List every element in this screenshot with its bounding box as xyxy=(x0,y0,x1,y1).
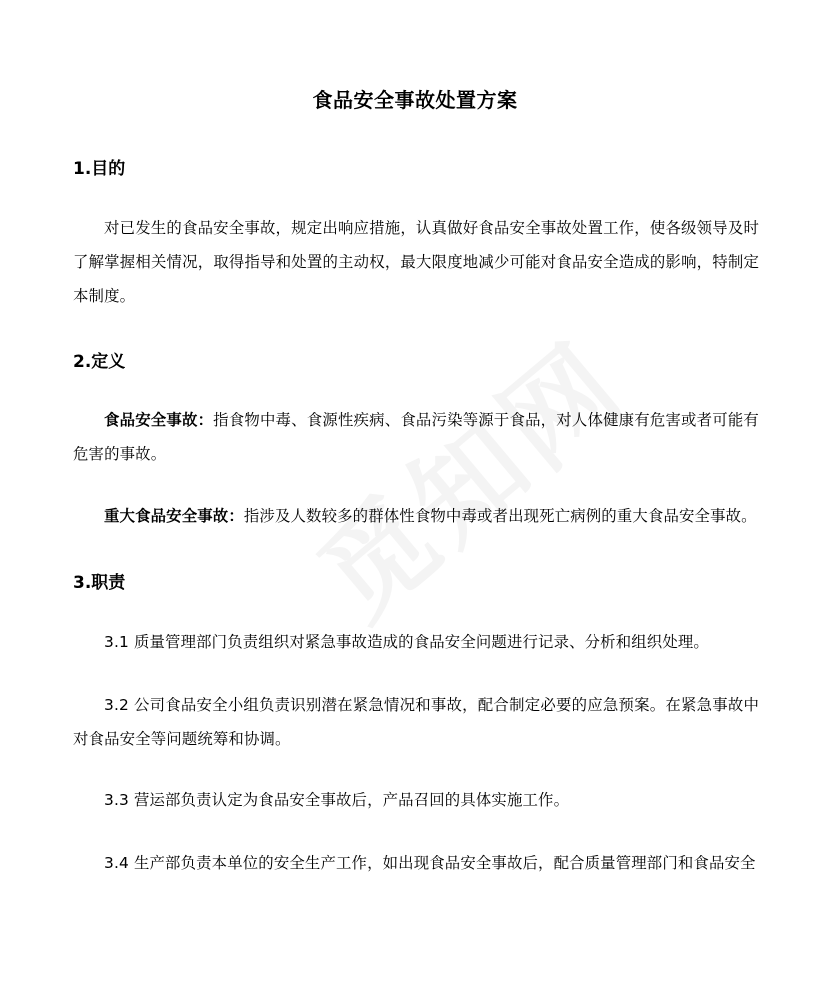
section-heading-duties: 3.职责 xyxy=(73,573,126,593)
document-title: 食品安全事故处置方案 xyxy=(312,88,518,112)
definition-term: 食品安全事故： xyxy=(104,411,214,429)
definition-term: 重大食品安全事故： xyxy=(104,507,244,525)
duty-item: 3.2 公司食品安全小组负责识别潜在紧急情况和事故，配合制定必要的应急预案。在紧急事故中对食品安全等问题统筹和协调。 xyxy=(73,696,759,748)
purpose-paragraph: 对已发生的食品安全事故，规定出响应措施，认真做好食品安全事故处置工作，使各级领导及时了解掌握相关情况，取得指导和处置的主动权，最大限度地减少可能对食品安全造成的影响，特制定本制度。 xyxy=(73,219,759,305)
definition-text: 指涉及人数较多的群体性食物中毒或者出现死亡病例的重大食品安全事故。 xyxy=(243,507,757,525)
definition-food-safety-incident xyxy=(73,403,759,471)
section-heading-definition: 2.定义 xyxy=(73,352,126,372)
definition-major-incident xyxy=(73,499,759,533)
definition-text: 指食物中毒、食源性疾病、食品污染等源于食品，对人体健康有危害或者可能有危害的事故。 xyxy=(73,411,759,463)
duty-item: 3.4 生产部负责本单位的安全生产工作，如出现食品安全事故后，配合质量管理部门和食品安全 xyxy=(104,854,756,872)
watermark xyxy=(281,300,654,649)
section-heading-purpose: 1.目的 xyxy=(73,159,126,179)
duty-item: 3.1 质量管理部门负责组织对紧急事故造成的食品安全问题进行记录、分析和组织处理。 xyxy=(104,633,709,651)
duty-item: 3.3 营运部负责认定为食品安全事故后，产品召回的具体实施工作。 xyxy=(104,791,570,809)
